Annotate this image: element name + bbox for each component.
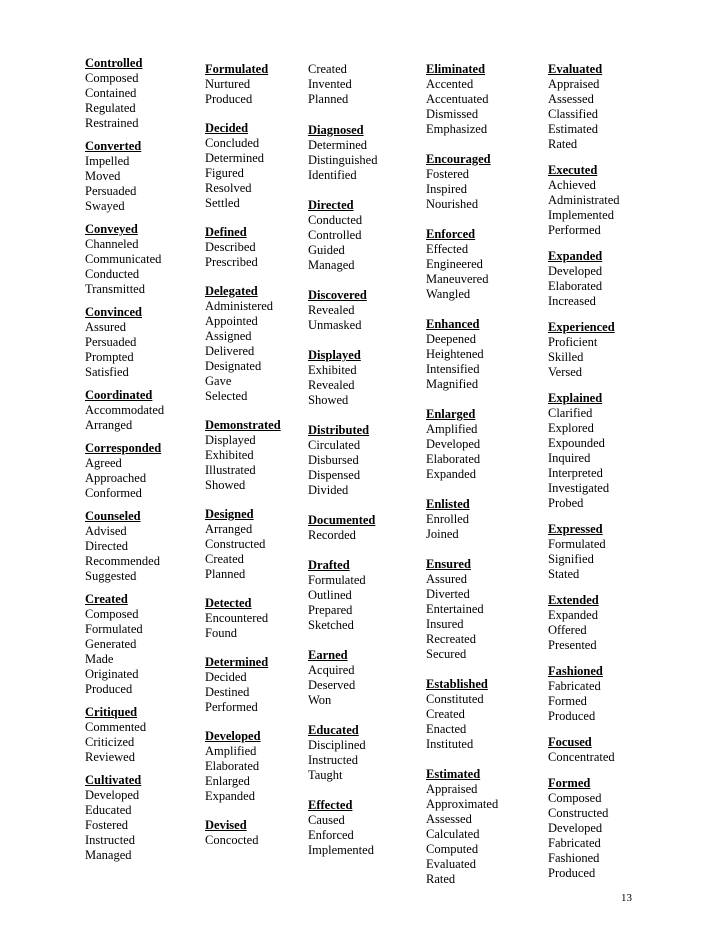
synonym-word: Guided [308,243,345,257]
synonym-word: Assured [426,572,467,586]
synonym-word: Figured [205,166,244,180]
group-heading: Diagnosed [308,123,364,137]
synonym-word: Estimated [548,122,598,136]
synonym-word: Expanded [548,608,598,622]
synonym-word: Conducted [308,213,363,227]
synonym-word: Emphasized [426,122,488,136]
synonym-word: Enacted [426,722,467,736]
word-group [308,648,426,708]
synonym-word: Decided [205,670,247,684]
synonym-word: Secured [426,647,467,661]
word-group [426,62,544,137]
word-group [205,507,323,582]
synonym-word: Divided [308,483,349,497]
group-heading: Documented [308,513,376,527]
synonym-word: Invented [308,77,352,91]
synonym-word: Prepared [308,603,353,617]
group-heading: Devised [205,818,247,832]
synonym-word: Composed [85,607,139,621]
synonym-word: Agreed [85,456,122,470]
synonym-word: Effected [426,242,469,256]
word-group [426,152,544,212]
synonym-word: Engineered [426,257,483,271]
synonym-word: Enforced [308,828,354,842]
synonym-word: Stated [548,567,580,581]
synonym-word: Transmitted [85,282,145,296]
synonym-word: Nurtured [205,77,251,91]
group-heading: Decided [205,121,249,135]
word-group [205,121,323,211]
group-heading: Educated [308,723,359,737]
synonym-word: Unmasked [308,318,362,332]
synonym-word: Gave [205,374,232,388]
word-group [85,592,203,697]
synonym-word: Criticized [85,735,135,749]
word-group [308,123,426,183]
word-group [205,62,323,107]
synonym-word: Calculated [426,827,480,841]
synonym-word: Acquired [308,663,355,677]
word-group [308,198,426,273]
synonym-word: Managed [308,258,355,272]
group-heading: Formulated [205,62,269,76]
synonym-word: Persuaded [85,184,137,198]
group-heading: Eliminated [426,62,486,76]
synonym-word: Persuaded [85,335,137,349]
synonym-word: Controlled [308,228,362,242]
synonym-word: Diverted [426,587,470,601]
word-group [426,227,544,302]
synonym-word: Formulated [548,537,606,551]
synonym-word: Signified [548,552,594,566]
synonym-word: Nourished [426,197,479,211]
group-heading: Explained [548,391,603,405]
synonym-word: Amplified [205,744,257,758]
group-heading: Enforced [426,227,476,241]
word-group [426,677,544,752]
synonym-word: Made [85,652,114,666]
synonym-word: Exhibited [308,363,357,377]
synonym-word: Contained [85,86,137,100]
synonym-word: Deserved [308,678,356,692]
word-group [85,773,203,863]
synonym-word: Concocted [205,833,259,847]
synonym-word: Regulated [85,101,136,115]
synonym-word: Magnified [426,377,479,391]
synonym-word: Settled [205,196,240,210]
word-column-4 [426,62,544,887]
group-heading: Demonstrated [205,418,281,432]
synonym-word: Disciplined [308,738,366,752]
synonym-word: Satisfied [85,365,129,379]
synonym-word: Selected [205,389,248,403]
synonym-word: Created [426,707,465,721]
synonym-word: Formed [548,694,587,708]
synonym-word: Planned [205,567,246,581]
word-group [85,305,203,380]
group-heading: Experienced [548,320,615,334]
group-heading: Critiqued [85,705,138,719]
synonym-word: Assigned [205,329,252,343]
synonym-word: Entertained [426,602,484,616]
synonym-word: Fostered [85,818,129,832]
synonym-word: Enlarged [205,774,250,788]
word-group [85,509,203,584]
synonym-word: Implemented [308,843,374,857]
group-heading: Fashioned [548,664,603,678]
synonym-word: Restrained [85,116,139,130]
group-heading: Designed [205,507,254,521]
group-heading: Displayed [308,348,361,362]
synonym-word: Developed [548,264,603,278]
synonym-word: Concentrated [548,750,615,764]
synonym-word: Implemented [548,208,614,222]
group-heading: Controlled [85,56,143,70]
synonym-word: Administrated [548,193,620,207]
synonym-word: Administered [205,299,274,313]
word-group [426,317,544,392]
synonym-word: Encountered [205,611,269,625]
word-group [426,557,544,662]
synonym-word: Assessed [548,92,594,106]
synonym-word: Evaluated [426,857,476,871]
synonym-word: Maneuvered [426,272,489,286]
word-group [308,288,426,333]
synonym-word: Inspired [426,182,467,196]
word-column-3 [308,62,426,858]
synonym-word: Determined [205,151,265,165]
word-group [548,776,666,881]
group-heading: Earned [308,648,348,662]
synonym-word: Amplified [426,422,478,436]
group-heading: Evaluated [548,62,603,76]
synonym-word: Versed [548,365,583,379]
synonym-word: Interpreted [548,466,603,480]
synonym-word: Displayed [205,433,256,447]
group-heading: Convinced [85,305,142,319]
synonym-word: Constituted [426,692,484,706]
synonym-word: Investigated [548,481,610,495]
group-heading: Expanded [548,249,603,263]
word-group [205,729,323,804]
synonym-word: Presented [548,638,597,652]
synonym-word: Exhibited [205,448,254,462]
word-group [85,705,203,765]
word-group [308,348,426,408]
synonym-word: Delivered [205,344,255,358]
synonym-word: Appraised [548,77,600,91]
synonym-word: Produced [85,682,133,696]
word-group [85,222,203,297]
group-heading: Formed [548,776,591,790]
word-group [85,56,203,131]
word-group [205,596,323,641]
synonym-word: Computed [426,842,479,856]
synonym-word: Performed [205,700,258,714]
synonym-word: Created [205,552,244,566]
synonym-word: Composed [548,791,602,805]
synonym-word: Constructed [205,537,266,551]
synonym-word: Performed [548,223,601,237]
synonym-word: Communicated [85,252,162,266]
synonym-word: Fostered [426,167,470,181]
synonym-word: Expounded [548,436,605,450]
synonym-word: Concluded [205,136,260,150]
synonym-word: Classified [548,107,598,121]
synonym-word: Probed [548,496,584,510]
synonym-word: Elaborated [205,759,260,773]
synonym-word: Expanded [426,467,476,481]
synonym-word: Achieved [548,178,596,192]
synonym-word: Fashioned [548,851,600,865]
group-heading: Discovered [308,288,367,302]
group-heading: Directed [308,198,354,212]
word-group [308,62,426,107]
synonym-word: Accommodated [85,403,165,417]
group-heading: Extended [548,593,599,607]
synonym-word: Outlined [308,588,352,602]
synonym-word: Heightened [426,347,484,361]
group-heading: Established [426,677,488,691]
group-heading: Focused [548,735,592,749]
synonym-word: Developed [85,788,140,802]
word-group [85,441,203,501]
synonym-word: Planned [308,92,349,106]
synonym-word: Illustrated [205,463,256,477]
synonym-word: Prompted [85,350,134,364]
synonym-word: Recreated [426,632,476,646]
word-group [205,225,323,270]
synonym-word: Revealed [308,303,355,317]
synonym-word: Commented [85,720,147,734]
synonym-word: Recommended [85,554,160,568]
synonym-word: Wangled [426,287,471,301]
synonym-word: Recorded [308,528,356,542]
group-heading: Distributed [308,423,370,437]
group-heading: Executed [548,163,598,177]
word-group [308,723,426,783]
synonym-word: Instituted [426,737,474,751]
word-group [548,391,666,511]
synonym-word: Clarified [548,406,593,420]
synonym-word: Identified [308,168,357,182]
group-heading: Converted [85,139,142,153]
synonym-word: Produced [548,709,596,723]
synonym-word: Fabricated [548,679,601,693]
synonym-word: Destined [205,685,250,699]
synonym-word: Explored [548,421,594,435]
word-group [426,497,544,542]
word-group [548,664,666,724]
synonym-word: Proficient [548,335,598,349]
synonym-word: Educated [85,803,132,817]
synonym-word: Channeled [85,237,139,251]
synonym-word: Showed [205,478,246,492]
synonym-word: Formulated [308,573,366,587]
synonym-word: Created [308,62,347,76]
synonym-word: Reviewed [85,750,135,764]
word-group [548,163,666,238]
synonym-word: Dispensed [308,468,361,482]
synonym-word: Swayed [85,199,125,213]
synonym-word: Impelled [85,154,130,168]
synonym-word: Elaborated [426,452,481,466]
synonym-word: Distinguished [308,153,378,167]
synonym-word: Accented [426,77,474,91]
group-heading: Drafted [308,558,350,572]
group-heading: Cultivated [85,773,142,787]
synonym-word: Deepened [426,332,476,346]
synonym-word: Accentuated [426,92,489,106]
synonym-word: Instructed [85,833,135,847]
group-heading: Corresponded [85,441,162,455]
group-heading: Expressed [548,522,603,536]
synonym-word: Composed [85,71,139,85]
page-number: 13 [621,892,632,904]
word-group [548,735,666,765]
word-group [85,388,203,433]
synonym-word: Taught [308,768,343,782]
synonym-word: Arranged [205,522,253,536]
synonym-word: Produced [548,866,596,880]
synonym-word: Managed [85,848,132,862]
synonym-word: Generated [85,637,137,651]
synonym-word: Moved [85,169,121,183]
synonym-word: Developed [548,821,603,835]
word-group [308,513,426,543]
group-heading: Enlisted [426,497,470,511]
synonym-word: Joined [426,527,459,541]
synonym-word: Approximated [426,797,499,811]
word-column-5 [548,62,666,881]
word-group [308,558,426,633]
group-heading: Enlarged [426,407,476,421]
synonym-word: Increased [548,294,596,308]
synonym-word: Caused [308,813,345,827]
group-heading: Created [85,592,128,606]
word-group [85,139,203,214]
word-column-1 [85,56,203,863]
word-group [205,655,323,715]
synonym-word: Inquired [548,451,591,465]
synonym-word: Prescribed [205,255,258,269]
word-group [426,407,544,482]
word-group [548,320,666,380]
synonym-word: Advised [85,524,127,538]
synonym-word: Conducted [85,267,140,281]
synonym-word: Rated [548,137,578,151]
synonym-word: Showed [308,393,349,407]
group-heading: Coordinated [85,388,153,402]
synonym-word: Directed [85,539,129,553]
synonym-word: Circulated [308,438,361,452]
synonym-word: Appraised [426,782,478,796]
word-group [205,284,323,404]
synonym-word: Enrolled [426,512,470,526]
group-heading: Enhanced [426,317,480,331]
group-heading: Determined [205,655,269,669]
synonym-word: Skilled [548,350,584,364]
synonym-word: Described [205,240,256,254]
group-heading: Defined [205,225,247,239]
synonym-word: Won [308,693,332,707]
synonym-word: Designated [205,359,262,373]
synonym-word: Intensified [426,362,480,376]
word-group [308,798,426,858]
synonym-word: Suggested [85,569,137,583]
synonym-word: Conformed [85,486,142,500]
word-group [548,593,666,653]
group-heading: Counseled [85,509,141,523]
synonym-word: Revealed [308,378,355,392]
synonym-word: Appointed [205,314,258,328]
group-heading: Conveyed [85,222,138,236]
word-group [548,522,666,582]
word-column-2 [205,62,323,848]
group-heading: Detected [205,596,252,610]
word-group [205,818,323,848]
synonym-word: Elaborated [548,279,603,293]
synonym-word: Constructed [548,806,609,820]
synonym-word: Developed [426,437,481,451]
synonym-word: Determined [308,138,368,152]
synonym-word: Resolved [205,181,252,195]
synonym-word: Insured [426,617,464,631]
synonym-word: Expanded [205,789,255,803]
word-group [426,767,544,887]
synonym-word: Assured [85,320,126,334]
synonym-word: Rated [426,872,456,886]
group-heading: Ensured [426,557,471,571]
synonym-word: Assessed [426,812,472,826]
synonym-word: Sketched [308,618,354,632]
word-group [548,62,666,152]
synonym-word: Originated [85,667,139,681]
synonym-word: Formulated [85,622,143,636]
synonym-word: Dismissed [426,107,479,121]
group-heading: Estimated [426,767,481,781]
word-group [548,249,666,309]
synonym-word: Disbursed [308,453,359,467]
synonym-word: Offered [548,623,587,637]
word-group [308,423,426,498]
group-heading: Encouraged [426,152,491,166]
synonym-word: Produced [205,92,253,106]
synonym-word: Arranged [85,418,133,432]
group-heading: Delegated [205,284,258,298]
synonym-word: Instructed [308,753,358,767]
synonym-word: Approached [85,471,147,485]
synonym-word: Fabricated [548,836,601,850]
word-group [205,418,323,493]
synonym-word: Found [205,626,237,640]
group-heading: Effected [308,798,353,812]
group-heading: Developed [205,729,261,743]
